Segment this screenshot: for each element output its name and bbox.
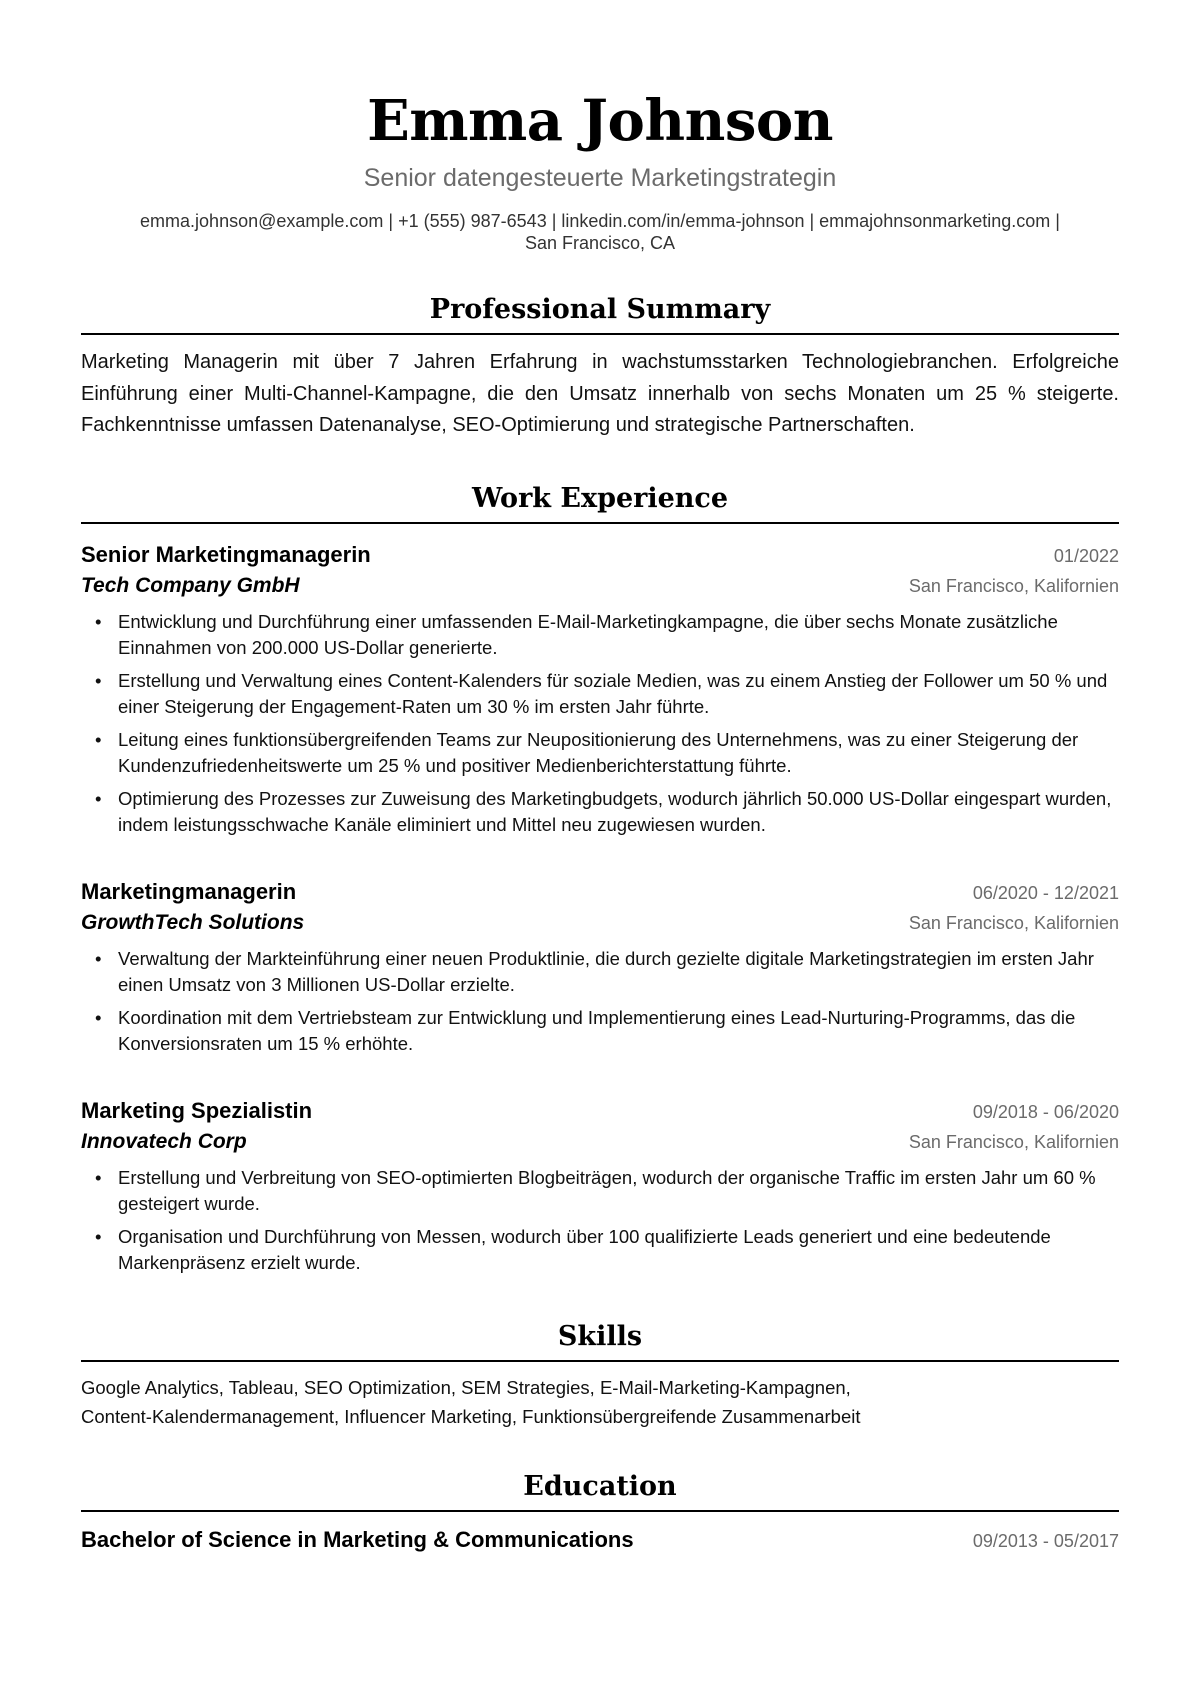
contact-line-2: San Francisco, CA — [524, 233, 676, 253]
education-date: 09/2013 - 05/2017 — [972, 1530, 1119, 1551]
job-title: Senior Marketingmanagerin — [81, 541, 371, 567]
skills-list — [81, 1373, 1119, 1431]
job-title: Marketing Spezialistin — [81, 1097, 313, 1123]
job-bullet-text: Leitung eines funktionsübergreifenden Teams zur Neupositionierung des Unternehmens, was zu einer Steigerung der Kundenzufriedenheitswerte um 25 % und positiver Medienberichterstattung führte. — [118, 728, 1079, 776]
education-heading: Education — [81, 1470, 1119, 1512]
job-bullet — [81, 609, 1119, 661]
work-experience-heading: Work Experience — [81, 482, 1119, 524]
skills-line-1: Google Analytics, Tableau, SEO Optimization, SEM Strategies, E-Mail-Marketing-Kampagnen, — [81, 1376, 851, 1398]
bullet-icon: • — [95, 728, 102, 750]
job-location: San Francisco, Kalifornien — [908, 575, 1119, 596]
bullet-icon: • — [95, 787, 102, 809]
job-location: San Francisco, Kalifornien — [908, 912, 1119, 933]
job-date: 09/2018 - 06/2020 — [972, 1101, 1119, 1122]
job-bullet-text: Entwicklung und Durchführung einer umfassenden E-Mail-Marketingkampagne, die über sechs Monate zusätzliche Einnahmen von 200.000 US-Dollar generierte. — [118, 610, 1058, 658]
job-location: San Francisco, Kalifornien — [908, 1131, 1119, 1152]
job-bullet — [81, 1005, 1119, 1057]
bullet-icon: • — [95, 610, 102, 632]
job-company: Tech Company GmbH — [81, 573, 300, 597]
candidate-name: Emma Johnson — [367, 88, 833, 154]
job-bullets — [81, 609, 1119, 838]
resume-header — [81, 86, 1119, 254]
job-bullets — [81, 946, 1119, 1057]
job-bullet-text: Erstellung und Verwaltung eines Content-Kalenders für soziale Medien, was zu einem Anstieg der Follower um 50 % und einer Steigerung der Engagement-Raten um 30 % im ersten Jahr führte. — [118, 669, 1108, 717]
job-title: Marketingmanagerin — [81, 878, 297, 904]
job-bullet-text: Koordination mit dem Vertriebsteam zur Entwicklung und Implementierung eines Lead-Nurturing-Programms, das die Konversionsraten um 15 % erhöhte. — [118, 1006, 1076, 1054]
job-bullet-text: Optimierung des Prozesses zur Zuweisung des Marketingbudgets, wodurch jährlich 50.000 US-Dollar eingespart wurden, indem leistungsschwache Kanäle eliminiert und Mittel neu zugewiesen wurden. — [118, 787, 1112, 835]
summary-text: Marketing Managerin mit über 7 Jahren Erfahrung in wachstumsstarken Technologiebranchen. Erfolgreiche Einführung einer Multi-Channel-Kampagne, die den Umsatz innerhalb von sechs Monaten um 25 % steigerte. Fachkenntnisse umfassen Datenanalyse, SEO-Optimierung und strategische Partnerschaften. — [81, 351, 1119, 436]
skills-heading: Skills — [81, 1320, 1119, 1362]
contact-line-1: emma.johnson@example.com | +1 (555) 987-6543 | linkedin.com/in/emma-johnson | emmajohnsonmarketing.com | — [140, 211, 1060, 231]
job-bullet-text: Verwaltung der Markteinführung einer neuen Produktlinie, die durch gezielte digitale Marketingstrategien im ersten Jahr einen Umsatz von 3 Millionen US-Dollar erzielte. — [118, 947, 1094, 995]
job-bullet — [81, 727, 1119, 779]
skills-line-2: Content-Kalendermanagement, Influencer Marketing, Funktionsübergreifende Zusammenarbeit — [81, 1405, 861, 1427]
job-bullet-text: Organisation und Durchführung von Messen, wodurch über 100 qualifizierte Leads generiert und eine bedeutende Markenpräsenz erzielt wurde. — [118, 1225, 1051, 1273]
job-bullet-text: Erstellung und Verbreitung von SEO-optimierten Blogbeiträgen, wodurch der organische Traffic im ersten Jahr um 60 % gesteigert wurde. — [118, 1166, 1096, 1214]
education-degree: Bachelor of Science in Marketing & Communications — [81, 1526, 634, 1552]
job-company: Innovatech Corp — [81, 1129, 247, 1153]
job-bullet — [81, 1224, 1119, 1276]
job-bullets — [81, 1165, 1119, 1276]
summary-heading: Professional Summary — [81, 293, 1119, 335]
bullet-icon: • — [95, 1166, 102, 1188]
job-entry — [81, 540, 1119, 838]
bullet-icon: • — [95, 669, 102, 691]
bullet-icon: • — [95, 1006, 102, 1028]
job-date: 01/2022 — [1053, 545, 1119, 566]
resume-page — [81, 0, 1119, 1555]
job-entry — [81, 1096, 1119, 1276]
job-bullet — [81, 1165, 1119, 1217]
candidate-title: Senior datengesteuerte Marketingstrategin — [363, 164, 837, 192]
job-bullet — [81, 786, 1119, 838]
job-entry — [81, 877, 1119, 1057]
contact-info — [81, 210, 1119, 254]
job-company: GrowthTech Solutions — [81, 910, 305, 934]
job-date: 06/2020 - 12/2021 — [972, 882, 1119, 903]
bullet-icon: • — [95, 947, 102, 969]
bullet-icon: • — [95, 1225, 102, 1247]
job-bullet — [81, 946, 1119, 998]
education-entry — [81, 1525, 1119, 1555]
job-bullet — [81, 668, 1119, 720]
